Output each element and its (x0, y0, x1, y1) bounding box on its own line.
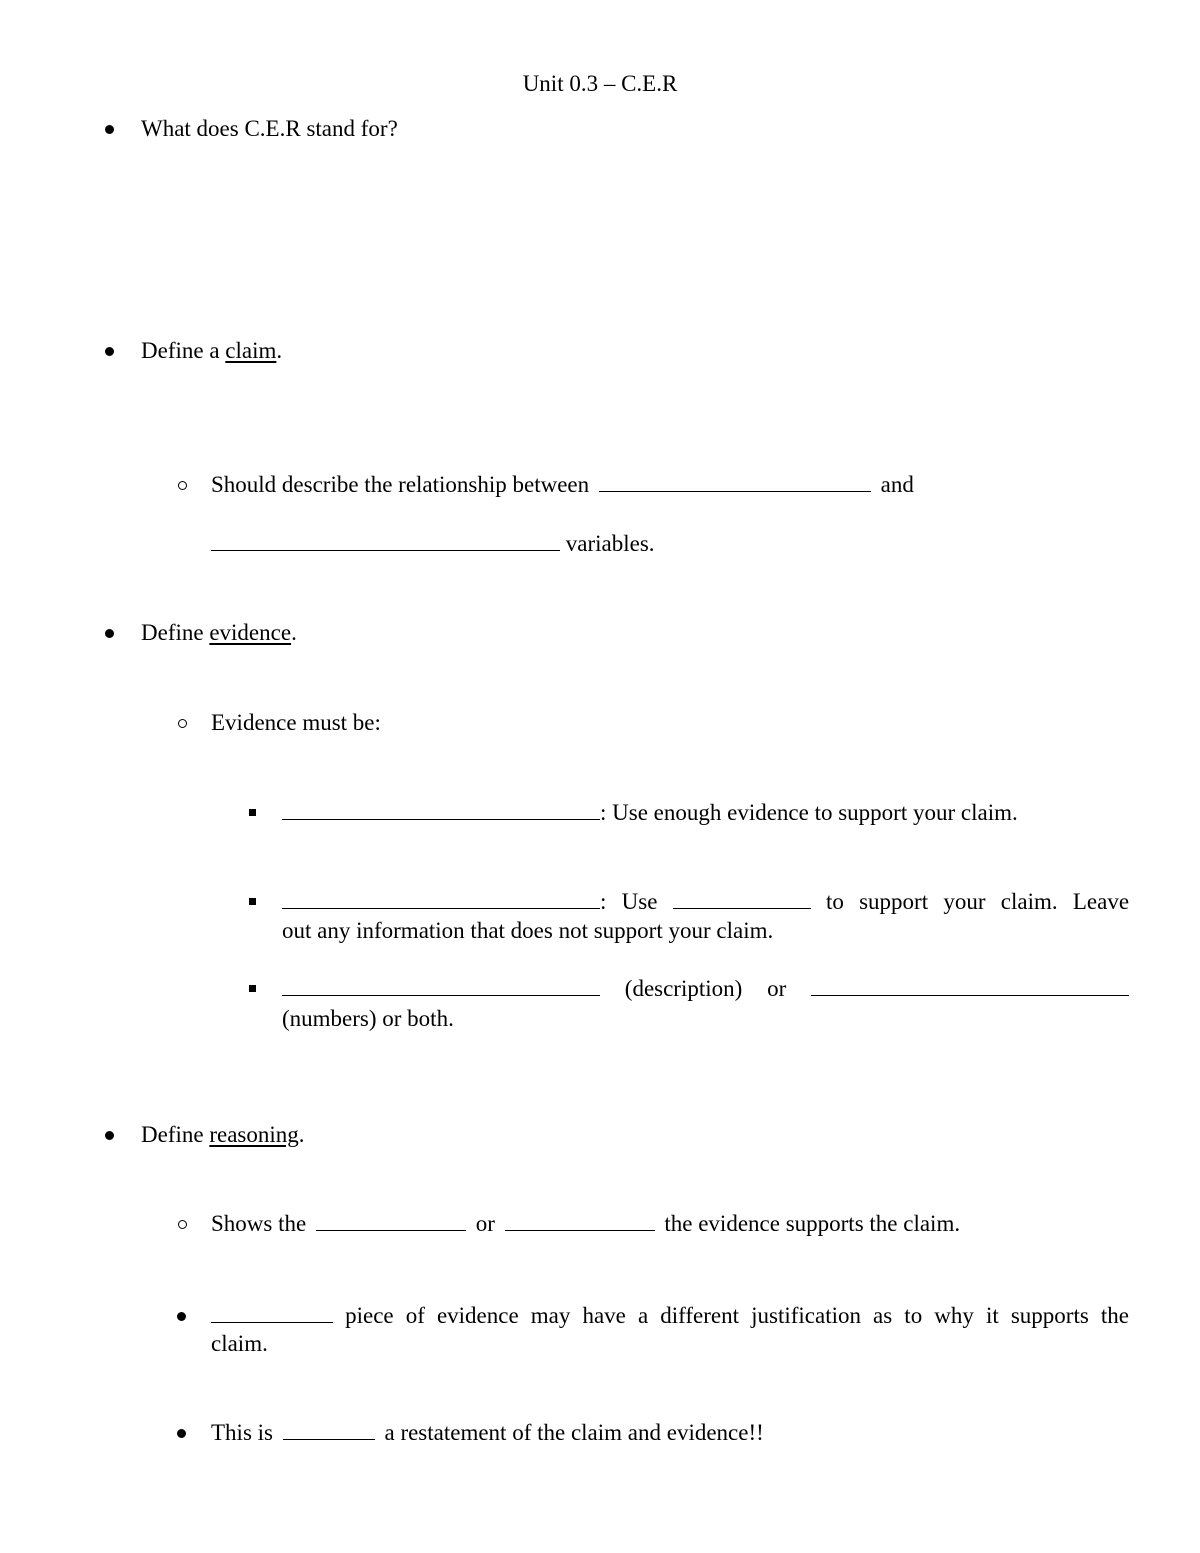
evidence-item2-line2: out any information that does not support your claim. (282, 918, 774, 943)
square-bullet-icon (249, 985, 256, 992)
blank-independent[interactable] (599, 471, 871, 492)
square-bullet-icon (249, 898, 256, 905)
define-reasoning (141, 1121, 305, 1149)
page-title: Unit 0.3 – C.E.R (522, 71, 678, 96)
blank-use[interactable] (673, 888, 811, 909)
define-evidence (141, 619, 297, 647)
evidence-item3-desc: (description) (624, 976, 743, 1001)
claim-term: claim (225, 338, 277, 363)
bullet-icon (177, 1429, 186, 1438)
define-reasoning-prefix: Define (141, 1122, 210, 1147)
claim-relationship-text: Should describe the relationship between (211, 472, 590, 497)
bullet-icon (177, 1312, 186, 1321)
reasoning-term: reasoning (209, 1122, 299, 1147)
reasoning-piece-text: piece of evidence may have a different justification as to why it supports the (345, 1303, 1129, 1328)
blank-how[interactable] (316, 1210, 466, 1231)
blank-not[interactable] (283, 1419, 375, 1440)
evidence-item2-use: : Use (600, 889, 658, 914)
evidence-item-relevant (282, 888, 1129, 916)
reasoning-this-is-line (211, 1419, 764, 1447)
reasoning-piece-line2: claim. (211, 1331, 268, 1356)
reasoning-or: or (475, 1211, 495, 1236)
define-claim-suffix: . (276, 338, 283, 363)
define-reasoning-suffix: . (298, 1122, 305, 1147)
blank-sufficient[interactable] (282, 799, 600, 820)
circle-bullet-icon (178, 719, 187, 728)
evidence-item-qualitative (282, 975, 1129, 1003)
evidence-item3-line2: (numbers) or both. (282, 1006, 454, 1031)
blank-each[interactable] (211, 1302, 333, 1323)
reasoning-piece-line (211, 1302, 1129, 1330)
claim-variables-line (211, 530, 655, 558)
square-bullet-icon (249, 809, 256, 816)
evidence-term: evidence (209, 620, 292, 645)
bullet-icon (105, 1131, 114, 1140)
circle-bullet-icon (178, 1220, 187, 1229)
define-claim-prefix: Define a (141, 338, 226, 363)
blank-dependent[interactable] (211, 530, 560, 551)
evidence-item3-or: or (767, 976, 787, 1001)
evidence-item-sufficient (282, 799, 1018, 827)
blank-qualitative[interactable] (282, 975, 600, 996)
reasoning-shows-line (211, 1210, 960, 1238)
circle-bullet-icon (178, 481, 187, 490)
claim-relationship-line (211, 471, 914, 499)
evidence-item2-rest: to support your claim. Leave (825, 889, 1130, 914)
define-claim (141, 337, 282, 365)
bullet-icon (105, 629, 114, 638)
reasoning-shows-the: Shows the (211, 1211, 307, 1236)
evidence-item1-text: : Use enough evidence to support your claim. (600, 800, 1018, 825)
reasoning-restatement: a restatement of the claim and evidence!! (384, 1420, 764, 1445)
reasoning-shows-rest: the evidence supports the claim. (664, 1211, 961, 1236)
evidence-must-be: Evidence must be: (211, 710, 381, 735)
define-evidence-suffix: . (291, 620, 297, 645)
blank-quantitative[interactable] (811, 975, 1129, 996)
claim-and-text: and (880, 472, 914, 497)
claim-variables-text: variables. (565, 531, 655, 556)
blank-relevant[interactable] (282, 888, 600, 909)
define-evidence-prefix: Define (141, 620, 210, 645)
bullet-icon (105, 347, 114, 356)
blank-why[interactable] (505, 1210, 655, 1231)
question-cer: What does C.E.R stand for? (141, 116, 398, 141)
reasoning-this-is: This is (211, 1420, 273, 1445)
bullet-icon (105, 125, 114, 134)
